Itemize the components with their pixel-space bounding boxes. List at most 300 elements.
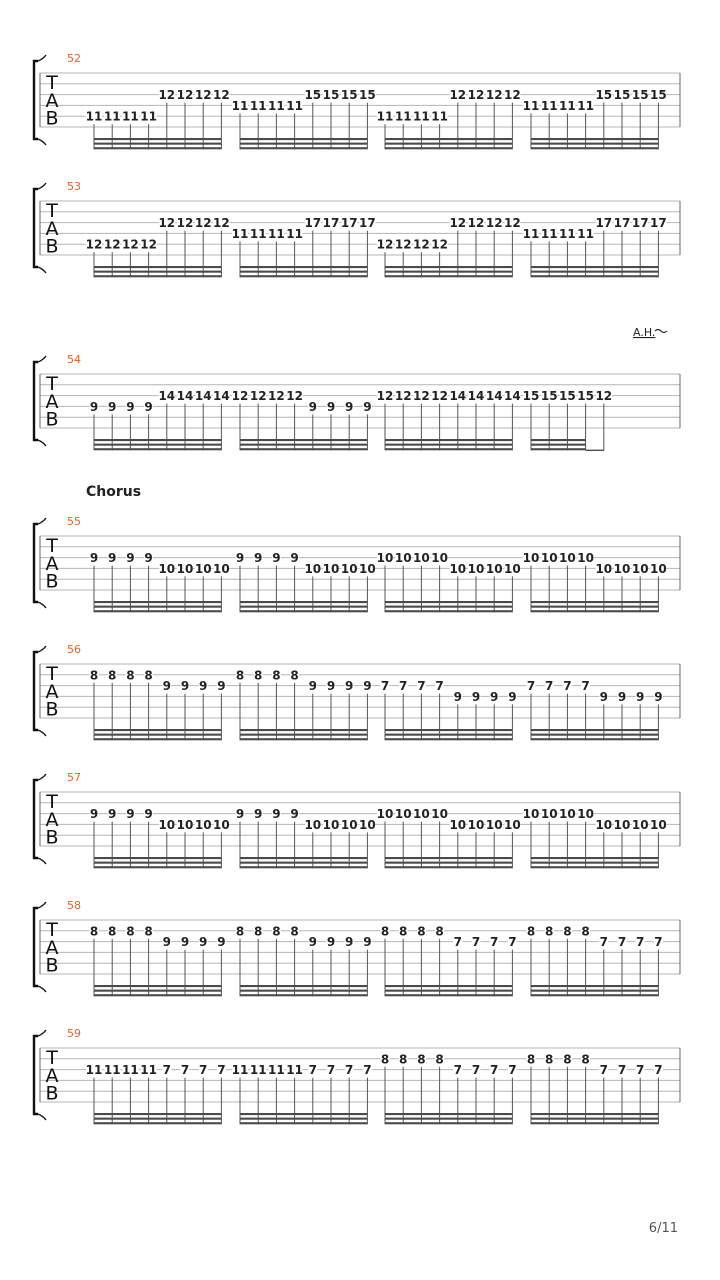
fret-number: 17: [650, 216, 667, 231]
tab-bar: [236, 668, 372, 740]
system-bracket: [34, 362, 38, 440]
bracket-hook-bottom: [38, 602, 46, 608]
note-beam: [240, 439, 367, 441]
bracket-hook-bottom: [38, 730, 46, 736]
fret-number: 11: [103, 1063, 121, 1078]
bracket-hook-bottom: [38, 858, 46, 864]
fret-number: 11: [268, 1063, 285, 1078]
fret-number: 8: [254, 924, 263, 939]
bracket-hook-top: [38, 183, 46, 189]
fret-number: 10: [613, 561, 631, 576]
note-beam: [531, 1122, 658, 1124]
fret-number: 10: [304, 817, 322, 832]
fret-number: 11: [559, 226, 576, 241]
fret-number: 12: [158, 88, 176, 103]
note-beam: [240, 271, 367, 273]
note-beam: [94, 610, 221, 612]
fret-number: 7: [654, 935, 663, 950]
fret-number: 8: [581, 1052, 590, 1067]
system-bracket: [34, 780, 38, 858]
measure-number: 58: [67, 899, 81, 912]
fret-number: 15: [613, 88, 631, 103]
note-beam: [385, 1113, 512, 1115]
bracket-hook-top: [38, 356, 46, 362]
fret-number: 9: [144, 399, 153, 414]
fret-number: 12: [504, 88, 521, 103]
fret-number: 9: [89, 807, 99, 822]
tab-bar: [377, 551, 521, 612]
tab-letter: B: [45, 107, 59, 130]
fret-number: 9: [235, 551, 245, 566]
measure-number: 57: [67, 771, 81, 784]
fret-number: 12: [194, 216, 212, 231]
fret-number: 8: [380, 1052, 390, 1067]
tab-letter: A: [45, 218, 59, 240]
note-beam: [385, 606, 512, 608]
tab-bar: [236, 924, 372, 996]
note-beam: [94, 1118, 221, 1120]
fret-number: 9: [89, 551, 99, 566]
tab-bar: [236, 551, 376, 612]
fret-number: 10: [577, 807, 594, 822]
fret-number: 12: [103, 237, 121, 252]
bracket-hook-bottom: [38, 1114, 46, 1120]
fret-number: 10: [213, 817, 230, 832]
fret-number: 10: [376, 551, 394, 566]
system-bracket: [34, 61, 38, 139]
note-beam: [531, 439, 586, 441]
note-beam: [385, 444, 512, 446]
fret-number: 12: [194, 88, 212, 103]
fret-number: 11: [122, 1063, 139, 1078]
tab-letter: T: [46, 1047, 58, 1070]
tab-system-58: [34, 899, 680, 996]
fret-number: 17: [322, 216, 340, 231]
fret-number: 12: [449, 88, 467, 103]
tab-bar: [377, 807, 521, 868]
note-beam: [531, 448, 586, 450]
fret-number: 12: [176, 216, 194, 231]
fret-number: 10: [559, 551, 576, 566]
note-beam: [240, 448, 367, 450]
fret-number: 10: [449, 817, 467, 832]
tab-letter: B: [45, 698, 59, 721]
fret-number: 11: [140, 1063, 157, 1078]
fret-number: 7: [654, 1063, 663, 1078]
tab-bar: [377, 216, 521, 277]
fret-number: 9: [326, 935, 336, 950]
fret-number: 10: [540, 807, 558, 822]
note-beam: [531, 1113, 658, 1115]
fret-number: 12: [140, 237, 157, 252]
note-beam: [385, 266, 512, 268]
fret-number: 12: [176, 88, 194, 103]
fret-number: 12: [449, 216, 467, 231]
fret-number: 7: [199, 1063, 208, 1078]
note-beam: [385, 994, 512, 996]
fret-number: 15: [540, 389, 558, 404]
fret-number: 9: [363, 679, 372, 694]
fret-number: 10: [577, 551, 594, 566]
fret-number: 15: [304, 88, 322, 103]
note-beam: [94, 734, 221, 736]
fret-number: 7: [617, 935, 627, 950]
fret-number: 9: [217, 679, 226, 694]
fret-number: 10: [485, 561, 503, 576]
artificial-harmonic-mark: A.H.: [633, 326, 656, 339]
fret-number: 12: [504, 216, 521, 231]
fret-number: 9: [108, 551, 117, 566]
fret-number: 12: [413, 389, 430, 404]
note-beam: [531, 606, 658, 608]
note-beam: [94, 985, 221, 987]
system-bracket: [34, 652, 38, 730]
fret-number: 12: [213, 88, 230, 103]
note-beam: [531, 275, 658, 277]
fret-number: 7: [636, 935, 645, 950]
fret-number: 10: [559, 807, 576, 822]
fret-number: 11: [522, 98, 540, 113]
fret-number: 7: [490, 1063, 499, 1078]
note-beam: [531, 994, 658, 996]
measure-number: 53: [67, 180, 81, 193]
note-beam: [240, 275, 367, 277]
tab-letter: A: [45, 937, 59, 959]
fret-number: 17: [359, 216, 376, 231]
fret-number: 8: [290, 668, 299, 683]
fret-number: 9: [162, 679, 171, 694]
tab-letter: T: [46, 200, 58, 223]
fret-number: 14: [213, 389, 230, 404]
fret-number: 14: [194, 389, 212, 404]
measure-number: 54: [67, 353, 81, 366]
tab-letter: T: [46, 791, 58, 814]
note-beam: [240, 857, 367, 859]
fret-number: 11: [577, 98, 594, 113]
note-beam: [94, 729, 221, 731]
note-beam: [94, 601, 221, 603]
note-beam: [385, 143, 512, 145]
tab-bar: [90, 924, 226, 996]
fret-number: 14: [467, 389, 485, 404]
fret-number: 12: [413, 237, 430, 252]
fret-number: 17: [595, 216, 613, 231]
fret-number: 7: [217, 1063, 226, 1078]
fret-number: 10: [304, 561, 322, 576]
bracket-hook-top: [38, 646, 46, 652]
note-beam: [240, 729, 367, 731]
tab-bar: [232, 216, 376, 277]
fret-number: 11: [394, 109, 412, 124]
note-beam: [240, 606, 367, 608]
fret-number: 8: [581, 924, 590, 939]
fret-number: 9: [199, 935, 208, 950]
fret-number: 9: [126, 399, 135, 414]
fret-number: 12: [467, 88, 485, 103]
note-beam: [531, 866, 658, 868]
fret-number: 7: [471, 935, 481, 950]
bracket-hook-top: [38, 774, 46, 780]
tab-bar: [377, 389, 521, 450]
fret-number: 9: [162, 935, 171, 950]
fret-number: 17: [631, 216, 649, 231]
fret-number: 7: [363, 1063, 372, 1078]
fret-number: 8: [144, 668, 153, 683]
tab-bar: [90, 807, 230, 868]
fret-number: 11: [140, 109, 157, 124]
note-beam: [531, 729, 658, 731]
tab-bar: [86, 216, 230, 277]
bracket-hook-top: [38, 55, 46, 61]
note-beam: [94, 143, 221, 145]
fret-number: 14: [176, 389, 194, 404]
fret-number: 11: [231, 226, 249, 241]
fret-number: 12: [158, 216, 176, 231]
fret-number: 10: [631, 817, 649, 832]
fret-number: 12: [394, 237, 412, 252]
note-beam: [385, 439, 512, 441]
fret-number: 9: [108, 807, 117, 822]
fret-number: 14: [504, 389, 521, 404]
note-beam: [240, 143, 367, 145]
fret-number: 9: [217, 935, 226, 950]
tab-system-56: [34, 643, 680, 740]
fret-number: 11: [577, 226, 594, 241]
fret-number: 9: [654, 689, 663, 704]
tab-bar: [523, 551, 667, 612]
tab-bar: [527, 679, 663, 740]
note-beam: [385, 1122, 512, 1124]
fret-number: 9: [599, 689, 608, 704]
fret-number: 9: [636, 689, 645, 704]
fret-number: 12: [485, 216, 503, 231]
fret-number: 10: [467, 817, 485, 832]
fret-number: 8: [435, 924, 444, 939]
section-label-chorus: Chorus: [86, 484, 142, 500]
fret-number: 10: [613, 817, 631, 832]
note-beam: [94, 266, 221, 268]
fret-number: 15: [359, 88, 376, 103]
note-beam: [385, 734, 512, 736]
fret-number: 8: [126, 924, 135, 939]
note-beam: [94, 271, 221, 273]
note-beam: [385, 985, 512, 987]
measure-number: 52: [67, 52, 81, 65]
note-beam: [94, 994, 221, 996]
note-beam: [240, 862, 367, 864]
tab-letter: A: [45, 553, 59, 575]
fret-number: 9: [290, 551, 299, 566]
tab-bar: [527, 1052, 663, 1124]
fret-number: 7: [180, 1063, 190, 1078]
fret-number: 10: [394, 807, 412, 822]
tab-system-54: [34, 326, 680, 450]
note-beam: [385, 448, 512, 450]
fret-number: 8: [235, 668, 245, 683]
fret-number: 10: [449, 561, 467, 576]
note-beam: [240, 444, 367, 446]
fret-number: 10: [322, 817, 340, 832]
note-beam: [94, 1122, 221, 1124]
note-beam: [531, 857, 658, 859]
fret-number: 7: [308, 1063, 317, 1078]
note-beam: [385, 147, 512, 149]
note-beam: [240, 1122, 367, 1124]
tab-system-59: [34, 1027, 680, 1124]
fret-number: 7: [599, 935, 608, 950]
fret-number: 8: [126, 668, 135, 683]
tab-bar: [86, 1063, 226, 1124]
fret-number: 10: [176, 561, 194, 576]
tab-bar: [523, 389, 613, 450]
tab-system-53: [34, 180, 680, 277]
fret-number: 12: [485, 88, 503, 103]
note-beam: [240, 866, 367, 868]
fret-number: 9: [199, 679, 208, 694]
fret-number: 7: [471, 1063, 481, 1078]
fret-number: 10: [431, 551, 448, 566]
fret-number: 7: [599, 1063, 608, 1078]
fret-number: 12: [85, 237, 103, 252]
fret-number: 7: [581, 679, 590, 694]
note-beam: [531, 271, 658, 273]
tab-letter: B: [45, 570, 59, 593]
fret-number: 7: [326, 1063, 336, 1078]
tab-bar: [86, 88, 230, 149]
tab-letter: A: [45, 391, 59, 413]
fret-number: 10: [340, 817, 358, 832]
note-beam: [240, 601, 367, 603]
fret-number: 11: [522, 226, 540, 241]
tab-letter: B: [45, 235, 59, 258]
fret-number: 9: [326, 679, 336, 694]
note-beam: [94, 147, 221, 149]
fret-number: 12: [213, 216, 230, 231]
note-beam: [94, 738, 221, 740]
fret-number: 9: [254, 807, 263, 822]
fret-number: 11: [122, 109, 139, 124]
measure-number: 55: [67, 515, 81, 528]
fret-number: 8: [545, 924, 554, 939]
fret-number: 7: [617, 1063, 627, 1078]
tab-system-55: [34, 484, 680, 612]
fret-number: 10: [631, 561, 649, 576]
fret-number: 7: [453, 935, 462, 950]
fret-number: 9: [272, 551, 281, 566]
fret-number: 9: [508, 689, 517, 704]
note-beam: [531, 147, 658, 149]
fret-number: 8: [254, 668, 263, 683]
tab-letter: A: [45, 90, 59, 112]
note-beam: [94, 275, 221, 277]
fret-number: 7: [636, 1063, 645, 1078]
note-beam: [94, 1113, 221, 1115]
fret-number: 15: [631, 88, 649, 103]
bracket-hook-bottom: [38, 986, 46, 992]
fret-number: 11: [231, 1063, 249, 1078]
fret-number: 10: [359, 817, 376, 832]
fret-number: 9: [144, 807, 153, 822]
fret-number: 11: [431, 109, 448, 124]
note-beam: [531, 444, 586, 446]
note-beam: [240, 1118, 367, 1120]
fret-number: 9: [326, 399, 336, 414]
fret-number: 7: [453, 1063, 462, 1078]
fret-number: 9: [345, 399, 354, 414]
fret-number: 15: [577, 389, 594, 404]
note-beam: [531, 1118, 658, 1120]
note-beam: [385, 138, 512, 140]
note-beam: [385, 990, 512, 992]
fret-number: 8: [144, 924, 153, 939]
fret-number: 9: [308, 399, 317, 414]
note-beam: [94, 606, 221, 608]
fret-number: 9: [363, 399, 372, 414]
fret-number: 11: [249, 98, 267, 113]
fret-number: 10: [413, 551, 430, 566]
note-beam: [385, 857, 512, 859]
tab-bar: [381, 924, 517, 996]
bracket-hook-top: [38, 902, 46, 908]
fret-number: 9: [290, 807, 299, 822]
fret-number: 7: [508, 935, 517, 950]
fret-number: 8: [417, 1052, 426, 1067]
fret-number: 7: [526, 679, 536, 694]
fret-number: 12: [249, 389, 267, 404]
fret-number: 9: [254, 551, 263, 566]
fret-number: 15: [522, 389, 540, 404]
fret-number: 8: [380, 924, 390, 939]
bracket-hook-bottom: [38, 139, 46, 145]
fret-number: 11: [268, 98, 285, 113]
tab-letter: T: [46, 373, 58, 396]
fret-number: 9: [471, 689, 481, 704]
note-beam: [385, 610, 512, 612]
fret-number: 12: [431, 389, 448, 404]
fret-number: 7: [435, 679, 444, 694]
note-beam: [240, 610, 367, 612]
fret-number: 11: [376, 109, 394, 124]
fret-number: 9: [617, 689, 627, 704]
fret-number: 8: [399, 924, 408, 939]
fret-number: 12: [122, 237, 139, 252]
fret-number: 7: [417, 679, 426, 694]
tab-bar: [90, 668, 226, 740]
tab-bar: [90, 389, 230, 450]
fret-number: 8: [89, 668, 99, 683]
tab-bar: [381, 679, 517, 740]
fret-number: 10: [467, 561, 485, 576]
note-beam: [531, 601, 658, 603]
fret-number: 8: [563, 924, 572, 939]
note-beam: [94, 857, 221, 859]
fret-number: 8: [563, 1052, 572, 1067]
fret-number: 15: [340, 88, 358, 103]
note-beam: [94, 448, 221, 450]
note-beam: [240, 734, 367, 736]
fret-number: 15: [595, 88, 613, 103]
fret-number: 8: [108, 668, 117, 683]
tab-letter: B: [45, 954, 59, 977]
tab-letter: T: [46, 72, 58, 95]
note-beam: [240, 1113, 367, 1115]
tab-letter: A: [45, 681, 59, 703]
fret-number: 7: [380, 679, 390, 694]
fret-number: 12: [431, 237, 448, 252]
fret-number: 14: [485, 389, 503, 404]
fret-number: 11: [540, 226, 558, 241]
fret-number: 11: [85, 109, 103, 124]
